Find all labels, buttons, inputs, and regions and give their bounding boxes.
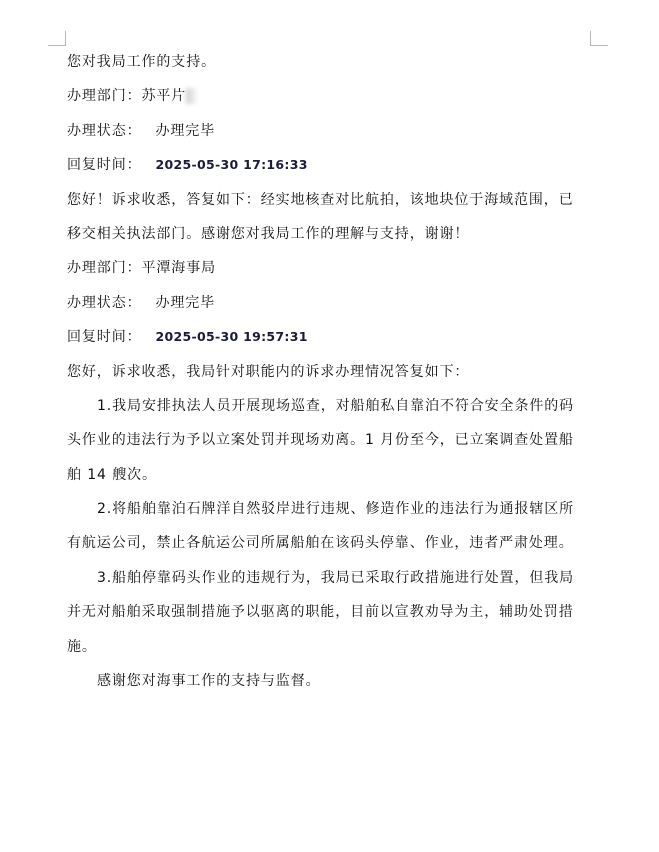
item-3-line: 施。	[67, 638, 97, 655]
item-3-line: 并无对船舶采取强制措施予以驱离的职能，目前以宣教劝导为主，辅助处罚措	[67, 604, 574, 621]
document-body	[67, 50, 597, 703]
reply2-time	[67, 325, 597, 359]
item-2-line: 2.将船舶靠泊石牌洋自然驳岸进行违规、修造作业的违法行为通报辖区所	[97, 501, 575, 518]
reply2-opening: 您好，诉求收悉，我局针对职能内的诉求办理情况答复如下：	[67, 363, 470, 380]
label: 回复时间：	[67, 157, 142, 174]
item-1-line: 舶 14 艘次。	[67, 466, 157, 483]
dept-value: 平潭海事局	[141, 260, 216, 277]
item-1-line: 头作业的违法行为予以立案处罚并现场劝离。1 月份至今，已立案调查处置船	[67, 432, 574, 449]
reply2-department	[67, 256, 597, 290]
reply1-time	[67, 153, 597, 187]
item-1-line: 1.我局安排执法人员开展现场巡查，对船舶私自靠泊不符合安全条件的码	[97, 397, 575, 414]
closing: 感谢您对海事工作的支持与监督。	[97, 673, 321, 690]
time-value: 2025-05-30 17:16:33	[155, 157, 308, 173]
reply2-status	[67, 291, 597, 325]
label: 办理部门：	[67, 88, 142, 105]
label: 办理状态：	[67, 122, 142, 139]
reply1-body-line: 移交相关执法部门。感谢您对我局工作的理解与支持，谢谢！	[67, 225, 470, 242]
item-2-line: 有航运公司，禁止各航运公司所属船舶在该码头停靠、作业，违者严肃处理。	[67, 535, 574, 552]
reply1-status	[67, 119, 597, 153]
item-3-line: 3.船舶停靠码头作业的违规行为，我局已采取行政措施进行处置，但我局	[97, 569, 575, 586]
reply1-department	[67, 84, 597, 118]
reply1-body-line: 您好！诉求收悉，答复如下：经实地核查对比航拍，该地块位于海域范围，已	[67, 191, 574, 208]
status-value: 办理完毕	[155, 122, 216, 139]
status-value: 办理完毕	[155, 294, 216, 311]
page-corner-mark-left	[48, 31, 66, 46]
label: 办理状态：	[67, 294, 142, 311]
time-value: 2025-05-30 19:57:31	[155, 329, 308, 345]
page-corner-mark-right	[590, 31, 608, 46]
intro-tail: 您对我局工作的支持。	[67, 54, 216, 70]
label: 回复时间：	[67, 329, 142, 346]
dept-value: 苏平片	[141, 88, 187, 105]
label: 办理部门：	[67, 260, 142, 277]
redaction-blur	[186, 88, 198, 104]
